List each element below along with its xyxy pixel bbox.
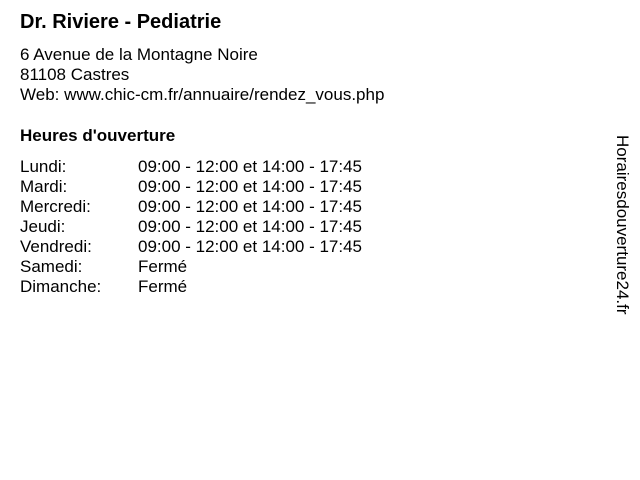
- business-card: [20, 8, 600, 297]
- address-city: 81108 Castres: [20, 65, 130, 84]
- site-watermark: Horairesdouverture24.fr: [613, 135, 632, 315]
- hours-day: Samedi:: [20, 257, 83, 276]
- address-block: [20, 45, 600, 105]
- hours-time: 09:00 - 12:00 et 14:00 - 17:45: [138, 157, 363, 176]
- hours-time: 09:00 - 12:00 et 14:00 - 17:45: [138, 237, 363, 256]
- hours-time: 09:00 - 12:00 et 14:00 - 17:45: [138, 197, 363, 216]
- hours-time: Fermé: [138, 257, 188, 276]
- hours-row-jeudi: [20, 217, 600, 237]
- hours-day: Jeudi:: [20, 217, 66, 236]
- hours-row-mardi: [20, 177, 600, 197]
- hours-time: 09:00 - 12:00 et 14:00 - 17:45: [138, 217, 363, 236]
- hours-day: Mardi:: [20, 177, 68, 196]
- hours-day: Vendredi:: [20, 237, 92, 256]
- business-name: Dr. Riviere - Pediatrie: [20, 11, 222, 33]
- hours-row-dimanche: [20, 277, 600, 297]
- hours-row-mercredi: [20, 197, 600, 217]
- hours-time: 09:00 - 12:00 et 14:00 - 17:45: [138, 177, 363, 196]
- website-line: Web: www.chic-cm.fr/annuaire/rendez_vous.php: [20, 85, 385, 104]
- hours-day: Lundi:: [20, 157, 67, 176]
- address-street: 6 Avenue de la Montagne Noire: [20, 45, 258, 64]
- hours-day: Mercredi:: [20, 197, 91, 216]
- hours-day: Dimanche:: [20, 277, 102, 296]
- hours-time: Fermé: [138, 277, 188, 296]
- hours-table: [20, 157, 600, 297]
- hours-row-vendredi: [20, 237, 600, 257]
- hours-heading: Heures d'ouverture: [20, 126, 176, 145]
- hours-row-lundi: [20, 157, 600, 177]
- hours-row-samedi: [20, 257, 600, 277]
